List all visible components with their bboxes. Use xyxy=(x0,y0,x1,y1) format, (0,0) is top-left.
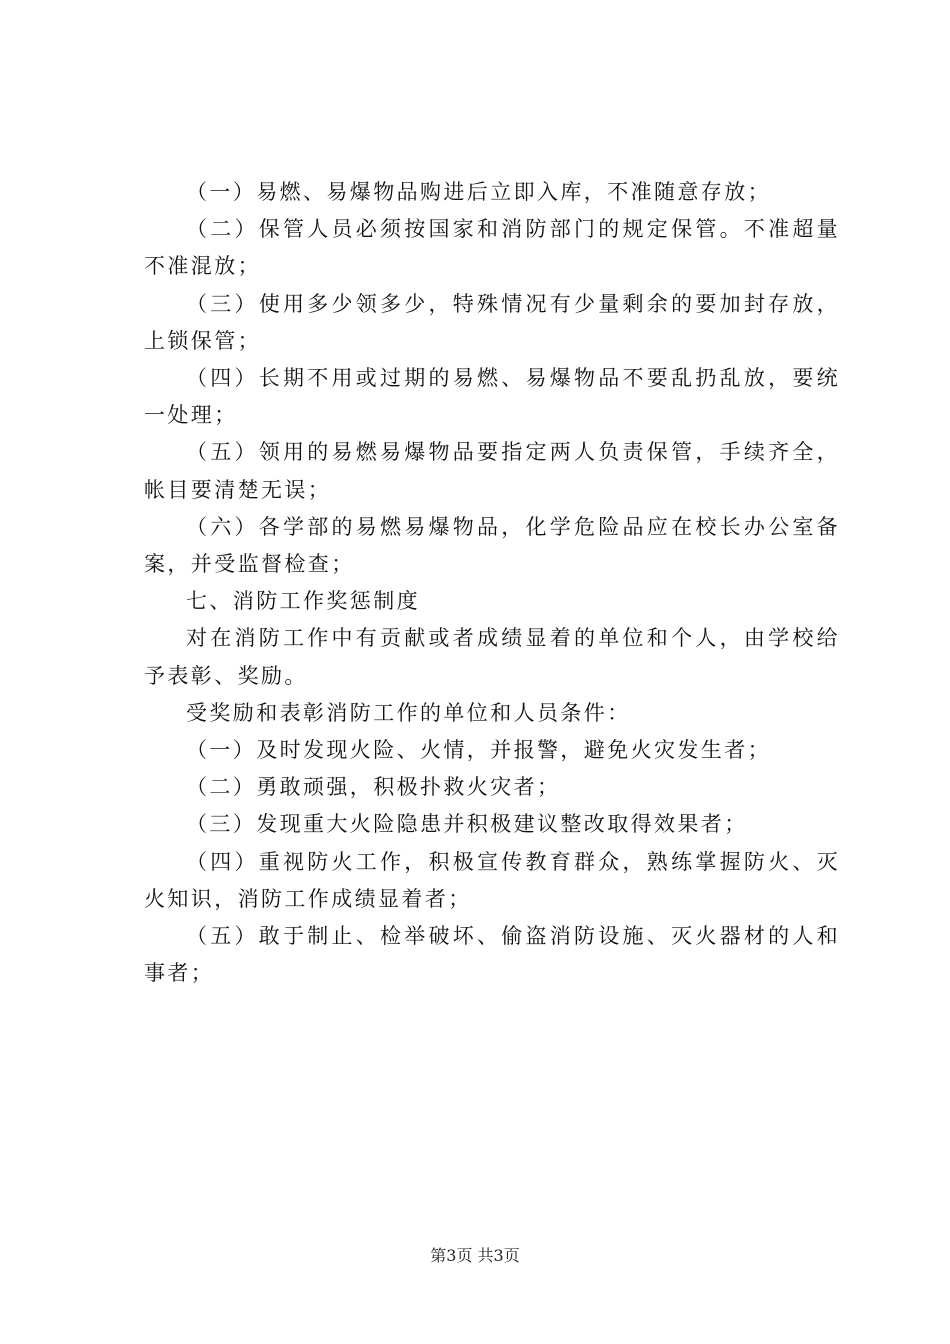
paragraph-5: （五）领用的易燃易爆物品要指定两人负责保管，手续齐全，帐目要清楚无误； xyxy=(144,440,840,502)
section-heading-7: 七、消防工作奖惩制度 xyxy=(186,589,420,614)
paragraph-2: （二）保管人员必须按国家和消防部门的规定保管。不准超量不准混放； xyxy=(144,217,840,279)
paragraph-13: （四）重视防火工作，积极宣传教育群众，熟练掌握防火、灭火知识，消防工作成绩显着者； xyxy=(144,849,840,911)
document-body xyxy=(144,174,840,992)
paragraph-14: （五）敢于制止、检举破坏、偷盗消防设施、灭火器材的人和事者； xyxy=(144,924,840,986)
page-number-footer: 第3页 共3页 xyxy=(430,1246,520,1265)
paragraph-1: （一）易燃、易爆物品购进后立即入库，不准随意存放； xyxy=(186,180,771,204)
paragraph-10: （一）及时发现火险、火情，并报警，避免火灾发生者； xyxy=(186,738,771,763)
paragraph-12: （三）发现重大火险隐患并积极建议整改取得效果者； xyxy=(186,812,748,837)
paragraph-3: （三）使用多少领多少，特殊情况有少量剩余的要加封存放，上锁保管； xyxy=(144,291,840,353)
paragraph-6: （六）各学部的易燃易爆物品，化学危险品应在校长办公室备案，并受监督检查； xyxy=(144,514,840,577)
paragraph-8: 对在消防工作中有贡献或者成绩显着的单位和个人，由学校给予表彰、奖励。 xyxy=(144,626,840,688)
paragraph-4: （四）长期不用或过期的易燃、易爆物品不要乱扔乱放，要统一处理； xyxy=(144,366,840,428)
paragraph-9: 受奖励和表彰消防工作的单位和人员条件： xyxy=(186,700,631,725)
paragraph-11: （二）勇敢顽强，积极扑救火灾者； xyxy=(186,775,561,800)
